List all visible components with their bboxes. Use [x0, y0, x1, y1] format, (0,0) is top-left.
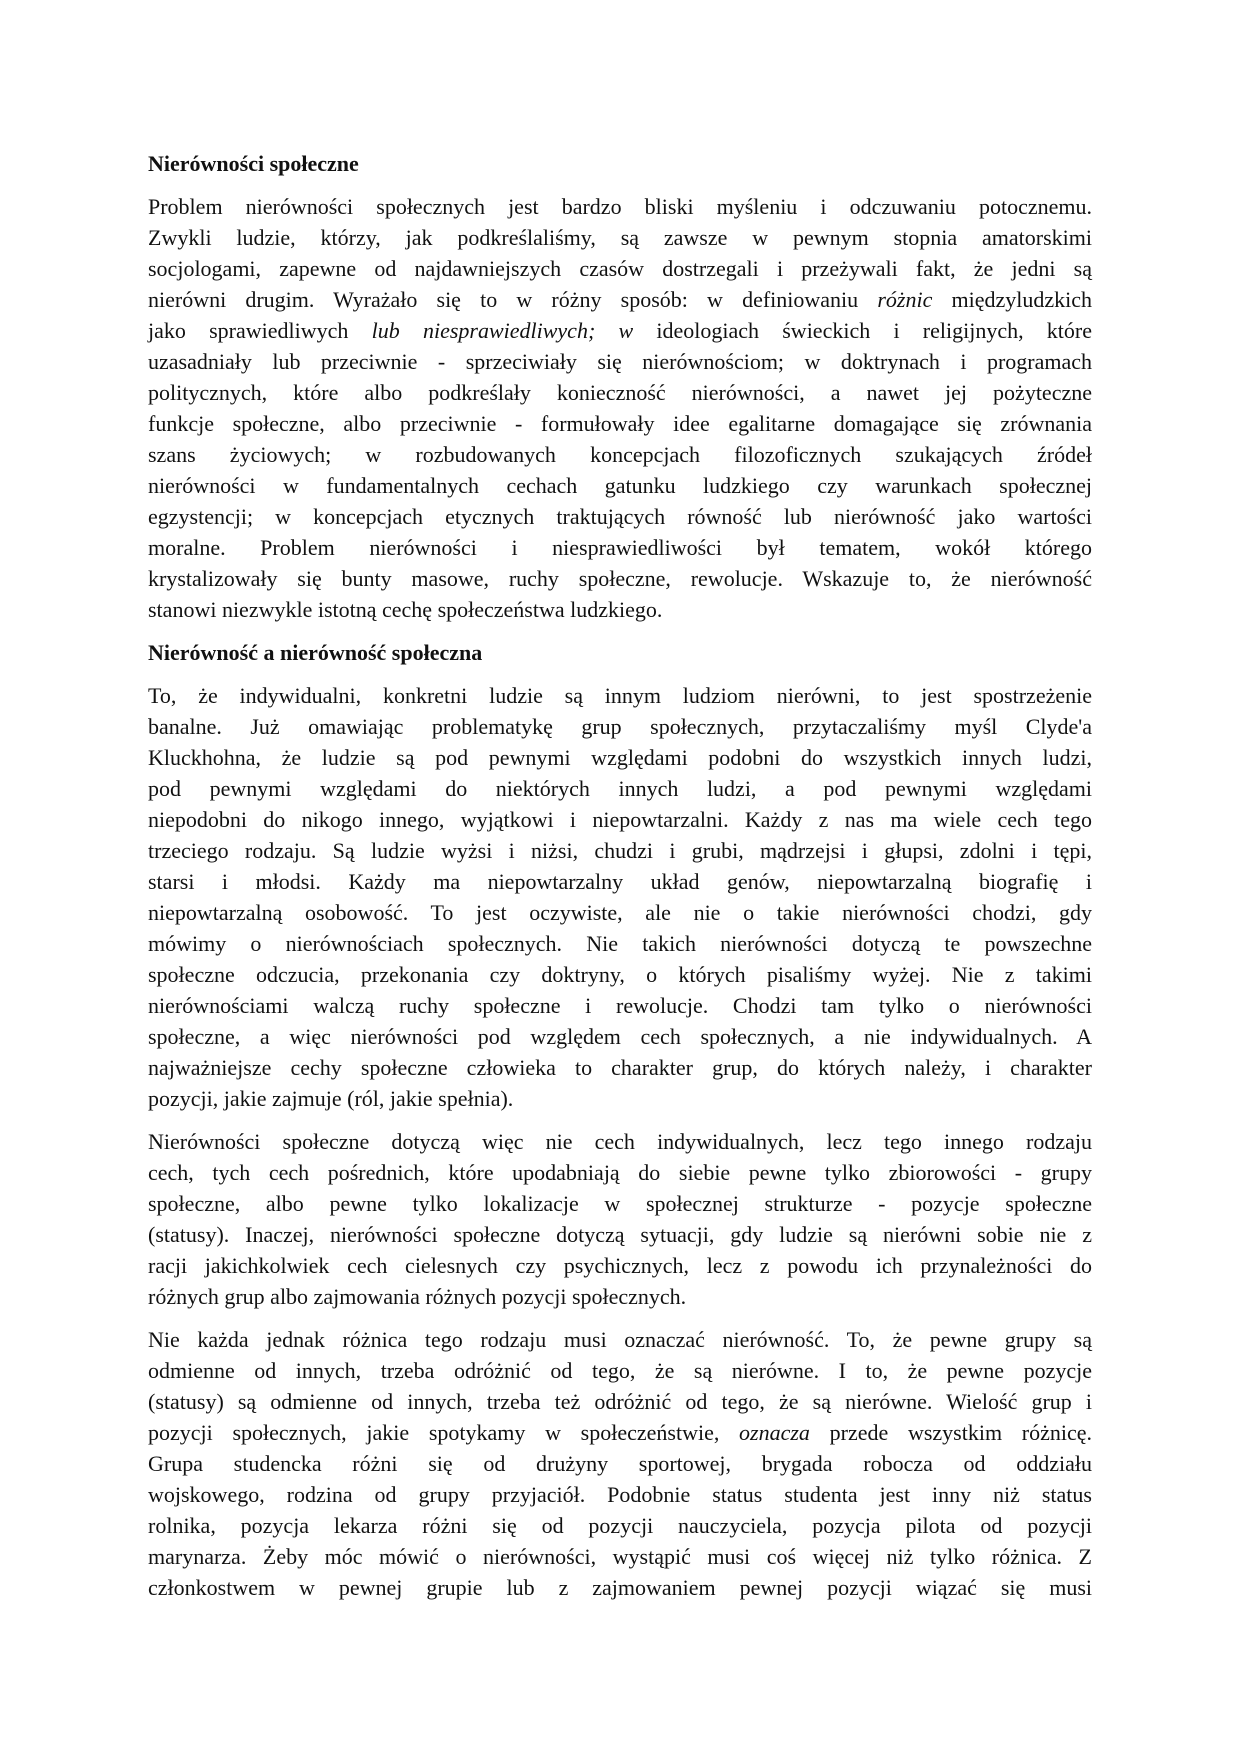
- text-line: pozycji, jakie zajmuje (ról, jakie spełnia).: [148, 1086, 514, 1111]
- text-segment: nierówni drugim. Wyrażało się to w różny sposób: w definiowaniu: [148, 287, 878, 312]
- text-line: banalne. Już omawiając problematykę grup społecznych, przytaczaliśmy myśl Clyde'a: [148, 714, 1092, 739]
- text-line: Grupa studencka różni się od drużyny sportowej, brygada robocza od oddziału: [148, 1451, 1092, 1476]
- text-line: [148, 284, 1092, 315]
- text-line: uzasadniały lub przeciwnie - sprzeciwiały się nierównościom; w doktrynach i programach: [148, 349, 1092, 374]
- paragraph: [148, 680, 1092, 1114]
- text-line: pod pewnymi względami do niektórych innych ludzi, a pod pewnymi względami: [148, 776, 1092, 801]
- text-line: funkcje społeczne, albo przeciwnie - formułowały idee egalitarne domagające się zrównania: [148, 411, 1092, 436]
- text-line: społeczne odczucia, przekonania czy doktryny, o których pisaliśmy wyżej. Nie z takimi: [148, 962, 1092, 987]
- text-line: niepodobni do nikogo innego, wyjątkowi i niepowtarzalni. Każdy z nas ma wiele cech tego: [148, 807, 1092, 832]
- text-line: [148, 315, 1092, 346]
- italic-text: różnic: [877, 287, 933, 312]
- text-line: racji jakichkolwiek cech cielesnych czy psychicznych, lecz z powodu ich przynależności do: [148, 1253, 1092, 1278]
- text-line: rolnika, pozycja lekarza różni się od pozycji nauczyciela, pozycja pilota od pozycji: [148, 1513, 1092, 1538]
- text-segment: przede wszystkim różnicę.: [809, 1420, 1092, 1445]
- document-page: [148, 148, 1092, 1615]
- text-line: To, że indywidualni, konkretni ludzie są innym ludziom nierówni, to jest spostrzeżenie: [148, 683, 1092, 708]
- text-line: Kluckhohna, że ludzie są pod pewnymi względami podobni do wszystkich innych ludzi,: [148, 745, 1092, 770]
- text-line: [148, 1417, 1092, 1448]
- text-line: (statusy). Inaczej, nierówności społeczne dotyczą sytuacji, gdy ludzie są nierówni sobie nie z: [148, 1222, 1092, 1247]
- text-line: członkostwem w pewnej grupie lub z zajmowaniem pewnej pozycji wiązać się musi: [148, 1575, 1092, 1600]
- section-heading: Nierówność a nierówność społeczna: [148, 640, 483, 665]
- text-line: stanowi niezwykle istotną cechę społeczeństwa ludzkiego.: [148, 597, 663, 622]
- text-segment: ideologiach świeckich i religijnych, które: [633, 318, 1093, 343]
- text-line: cech, tych cech pośrednich, które upodabniają do siebie pewne tylko zbiorowości - grupy: [148, 1160, 1092, 1185]
- text-segment: pozycji społecznych, jakie spotykamy w społeczeństwie,: [148, 1420, 740, 1445]
- text-line: różnych grup albo zajmowania różnych pozycji społecznych.: [148, 1284, 687, 1309]
- text-line: mówimy o nierównościach społecznych. Nie takich nierówności dotyczą te powszechne: [148, 931, 1092, 956]
- paragraph: [148, 1324, 1092, 1603]
- text-line: egzystencji; w koncepcjach etycznych traktujących równość lub nierówność jako wartości: [148, 504, 1092, 529]
- text-line: Problem nierówności społecznych jest bardzo bliski myśleniu i odczuwaniu potocznemu.: [148, 194, 1092, 219]
- text-line: odmienne od innych, trzeba odróżnić od tego, że są nierówne. I to, że pewne pozycje: [148, 1358, 1092, 1383]
- paragraph: [148, 191, 1092, 625]
- text-line: marynarza. Żeby móc mówić o nierówności, wystąpić musi coś więcej niż tylko różnica. Z: [148, 1544, 1092, 1569]
- text-line: moralne. Problem nierówności i niesprawiedliwości był tematem, wokół którego: [148, 535, 1092, 560]
- text-line: najważniejsze cechy społeczne człowieka to charakter grup, do których należy, i charakter: [148, 1055, 1092, 1080]
- text-line: krystalizowały się bunty masowe, ruchy społeczne, rewolucje. Wskazuje to, że nierówność: [148, 566, 1092, 591]
- italic-text: oznacza: [739, 1420, 810, 1445]
- section-heading: Nierówności społeczne: [148, 151, 359, 176]
- text-line: nierówności w fundamentalnych cechach gatunku ludzkiego czy warunkach społecznej: [148, 473, 1092, 498]
- text-line: niepowtarzalną osobowość. To jest oczywiste, ale nie o takie nierówności chodzi, gdy: [148, 900, 1092, 925]
- italic-text: lub niesprawiedliwych; w: [371, 318, 634, 343]
- text-line: socjologami, zapewne od najdawniejszych czasów dostrzegali i przeżywali fakt, że jedni są: [148, 256, 1092, 281]
- text-segment: jako sprawiedliwych: [148, 318, 372, 343]
- text-line: trzeciego rodzaju. Są ludzie wyżsi i niżsi, chudzi i grubi, mądrzejsi i głupsi, zdolni i tępi,: [148, 838, 1092, 863]
- text-line: (statusy) są odmienne od innych, trzeba też odróżnić od tego, że są nierówne. Wielość grup i: [148, 1389, 1092, 1414]
- text-line: starsi i młodsi. Każdy ma niepowtarzalny układ genów, niepowtarzalną biografię i: [148, 869, 1092, 894]
- text-line: społeczne, albo pewne tylko lokalizacje w społecznej strukturze - pozycje społeczne: [148, 1191, 1092, 1216]
- text-line: Nierówności społeczne dotyczą więc nie cech indywidualnych, lecz tego innego rodzaju: [148, 1129, 1092, 1154]
- text-segment: międzyludzkich: [932, 287, 1092, 312]
- text-line: nierównościami walczą ruchy społeczne i rewolucje. Chodzi tam tylko o nierówności: [148, 993, 1092, 1018]
- text-line: Nie każda jednak różnica tego rodzaju musi oznaczać nierówność. To, że pewne grupy są: [148, 1327, 1092, 1352]
- paragraph: [148, 1126, 1092, 1312]
- text-line: Zwykli ludzie, którzy, jak podkreślaliśmy, są zawsze w pewnym stopnia amatorskimi: [148, 225, 1092, 250]
- text-line: społeczne, a więc nierówności pod względem cech społecznych, a nie indywidualnych. A: [148, 1024, 1092, 1049]
- text-line: szans życiowych; w rozbudowanych koncepcjach filozoficznych szukających źródeł: [148, 442, 1092, 467]
- text-line: wojskowego, rodzina od grupy przyjaciół. Podobnie status studenta jest inny niż status: [148, 1482, 1092, 1507]
- text-line: politycznych, które albo podkreślały konieczność nierówności, a nawet jej pożyteczne: [148, 380, 1092, 405]
